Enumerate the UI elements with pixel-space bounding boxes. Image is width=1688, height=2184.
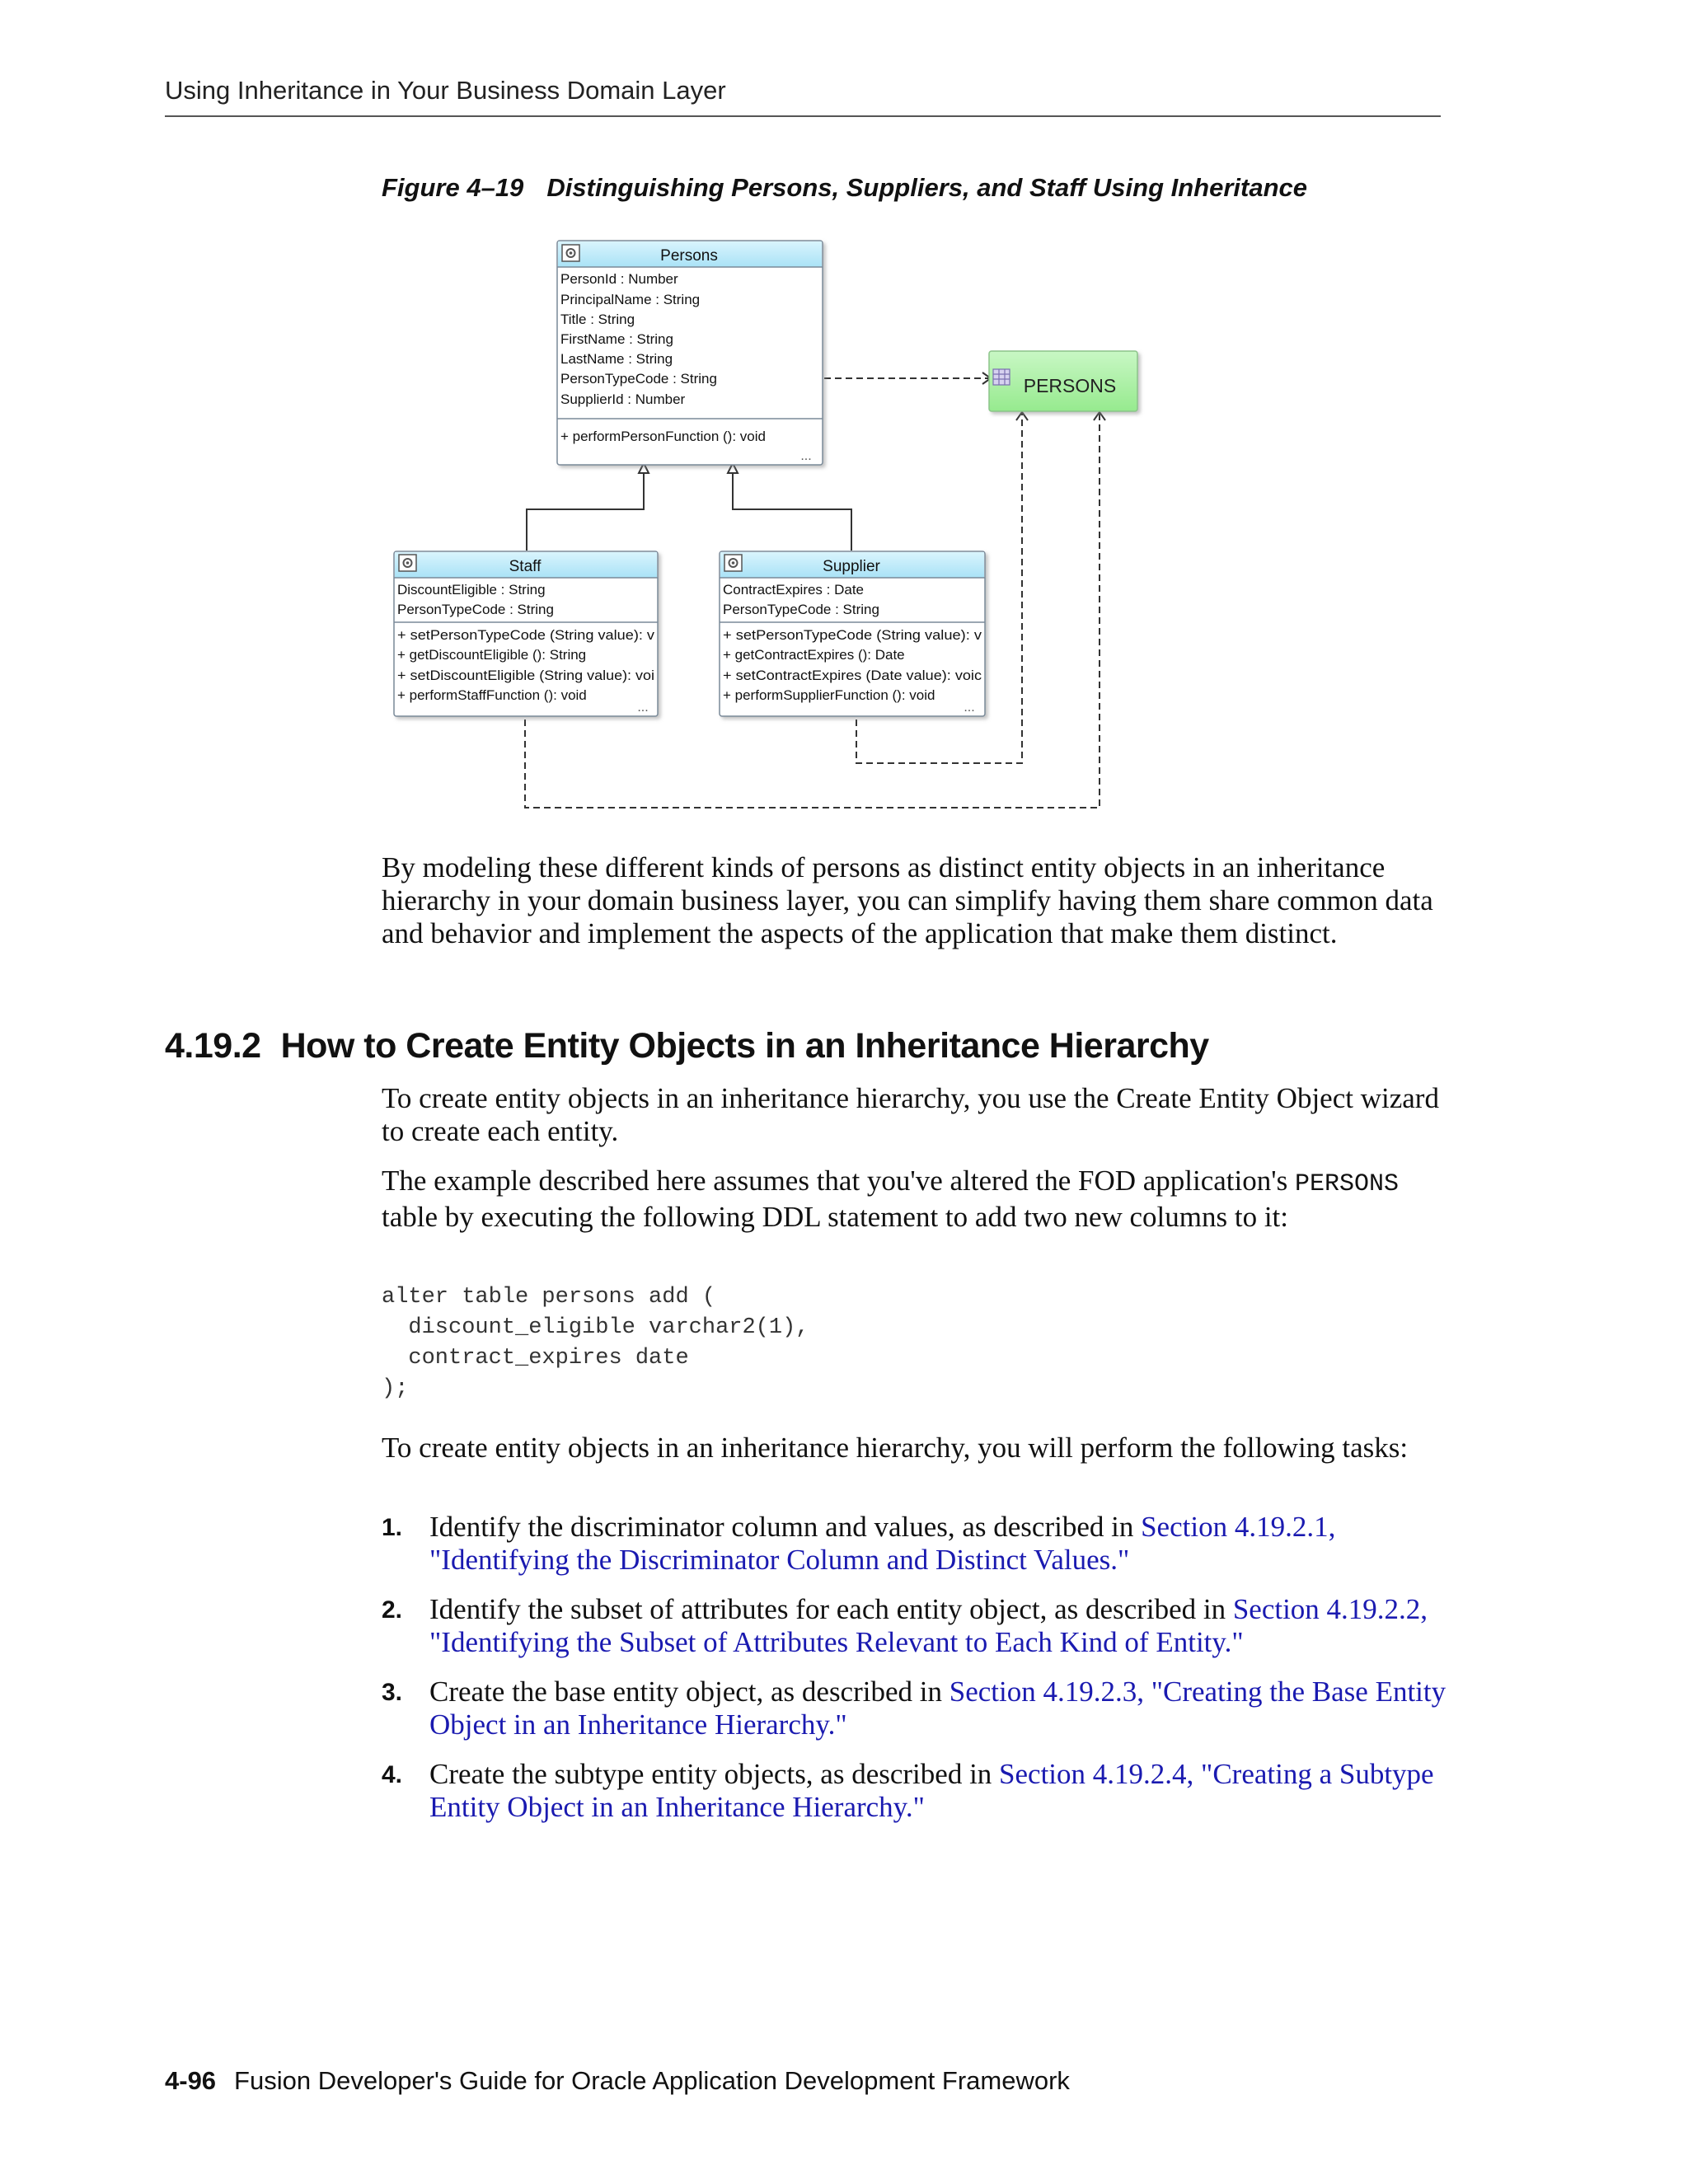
persons-more-indicator: ... — [800, 449, 812, 463]
staff-more-indicator: ... — [637, 701, 649, 715]
uml-diagram — [381, 231, 1156, 824]
task-text: Identify the discriminator column and values, as described in — [429, 1511, 1142, 1543]
book-title: Fusion Developer's Guide for Oracle Application Development Framework — [234, 2066, 1070, 2095]
task-link[interactable]: Section 4.19.2.3, "Creating the Base Entity Object in an Inheritance Hierarchy." — [429, 1675, 1447, 1741]
figure-label: Figure 4–19 — [382, 173, 524, 202]
staff-generalization-line — [527, 471, 644, 551]
persons-attribute: PersonId : Number — [560, 271, 678, 287]
connectors — [527, 463, 851, 551]
paragraph-2-before: The example described here assumes that you've altered the FOD application's — [382, 1165, 1295, 1197]
intro-paragraph-text: By modeling these different kinds of persons as distinct entity objects in an inheritance hierarchy in your domain business layer, you can simplify having them share common data and behavior and implement the aspects of the application that make them distinct. — [382, 851, 1433, 949]
supplier-generalization-line — [733, 471, 851, 551]
section-heading — [165, 1026, 1209, 1066]
persons-method: + performPersonFunction (): void — [560, 429, 766, 444]
supplier-method: + getContractExpires (): Date — [723, 647, 905, 663]
supplier-attribute: ContractExpires : Date — [723, 582, 865, 598]
task-link[interactable]: Section 4.19.2.1, "Identifying the Discriminator Column and Distinct Values." — [429, 1511, 1336, 1576]
task-item — [382, 1511, 1453, 1577]
task-link[interactable]: Section 4.19.2.2, "Identifying the Subset of Attributes Relevant to Each Kind of Entity." — [429, 1593, 1428, 1658]
supplier-method: + setContractExpires (Date value): voic — [723, 668, 982, 683]
supplier-method: + performSupplierFunction (): void — [723, 687, 935, 703]
task-text: Identify the subset of attributes for each entity object, as described in — [429, 1593, 1233, 1625]
task-link[interactable]: Section 4.19.2.4, "Creating a Subtype Entity Object in an Inheritance Hierarchy." — [429, 1758, 1434, 1823]
paragraph-1 — [382, 1082, 1453, 1148]
ddl-code-block: alter table persons add ( discount_eligible varchar2(1), contract_expires date ); — [382, 1285, 809, 1401]
running-header: Using Inheritance in Your Business Domain Layer — [165, 76, 726, 105]
task-number: 3. — [382, 1679, 403, 1706]
supplier-more-indicator: ... — [964, 701, 975, 715]
task-number: 4. — [382, 1761, 403, 1788]
entity-gear-icon — [562, 245, 579, 261]
task-item — [382, 1593, 1453, 1659]
page-number: 4-96 — [165, 2066, 217, 2095]
intro-paragraph — [382, 851, 1453, 950]
staff-entity-name: Staff — [509, 558, 542, 575]
staff-method: + setDiscountEligible (String value): voi — [397, 668, 654, 683]
supplier-method: + setPersonTypeCode (String value): v — [723, 627, 982, 643]
supplier-entity-name: Supplier — [823, 558, 880, 575]
persons-attribute: FirstName : String — [560, 331, 673, 347]
persons-attribute: Title : String — [560, 312, 635, 327]
entity-gear-icon — [399, 555, 416, 571]
figure-caption — [382, 173, 1307, 203]
persons-attribute: PrincipalName : String — [560, 292, 701, 307]
supplier-table-arrowhead — [1016, 412, 1028, 420]
persons-attribute: SupplierId : Number — [560, 391, 686, 407]
persons-attribute: LastName : String — [560, 351, 673, 367]
staff-attribute: PersonTypeCode : String — [397, 602, 554, 617]
section-title: How to Create Entity Objects in an Inheritance Hierarchy — [280, 1026, 1209, 1066]
paragraph-2-code: PERSONS — [1294, 1170, 1399, 1198]
staff-method: + getDiscountEligible (): String — [397, 647, 587, 663]
figure-title: Distinguishing Persons, Suppliers, and Staff Using Inheritance — [546, 173, 1308, 202]
task-text: Create the base entity object, as described in — [429, 1675, 950, 1708]
paragraph-3-text: To create entity objects in an inheritance hierarchy, you will perform the following tasks: — [382, 1432, 1409, 1464]
paragraph-2-after: table by executing the following DDL statement to add two new columns to it: — [382, 1201, 1289, 1233]
table-grid-icon — [993, 369, 1010, 385]
staff-attribute: DiscountEligible : String — [397, 582, 546, 598]
task-number: 1. — [382, 1514, 403, 1541]
section-number: 4.19.2 — [165, 1026, 261, 1066]
persons-table-name: PERSONS — [1023, 375, 1117, 396]
task-item — [382, 1758, 1453, 1824]
persons-entity-name: Persons — [660, 247, 718, 265]
paragraph-2 — [382, 1165, 1453, 1234]
task-text: Create the subtype entity objects, as described in — [429, 1758, 1000, 1790]
staff-method: + performStaffFunction (): void — [397, 687, 587, 703]
task-number: 2. — [382, 1596, 403, 1624]
paragraph-2-text — [382, 1165, 1453, 1234]
page-footer — [165, 2066, 1070, 2096]
paragraph-1-text: To create entity objects in an inheritance hierarchy, you use the Create Entity Object wizard to create each entity. — [382, 1082, 1439, 1147]
supplier-attribute: PersonTypeCode : String — [723, 602, 879, 617]
staff-method: + setPersonTypeCode (String value): v — [397, 627, 655, 643]
task-list — [382, 1511, 1453, 1840]
header-rule — [165, 115, 1441, 117]
paragraph-3 — [382, 1432, 1453, 1465]
task-item — [382, 1675, 1453, 1741]
persons-attribute: PersonTypeCode : String — [560, 371, 717, 387]
entity-gear-icon — [724, 555, 742, 571]
